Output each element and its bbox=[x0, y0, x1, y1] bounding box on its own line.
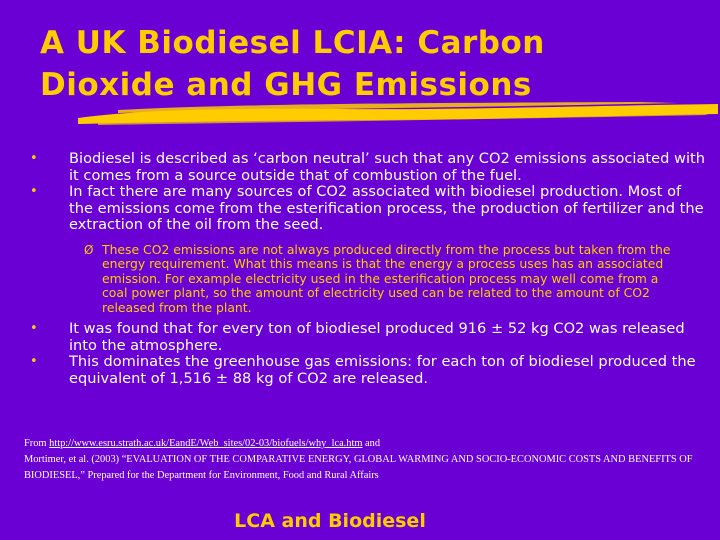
reference-suffix: and bbox=[362, 438, 381, 449]
slide-title-line-2: Dioxide and GHG Emissions bbox=[40, 67, 532, 103]
bullet-text: This dominates the greenhouse gas emissions: for each ton of biodiesel produced the equivalent of 1,516 ± 88 kg of CO2 are released. bbox=[69, 353, 696, 387]
bullet-item bbox=[28, 354, 708, 387]
arrow-bullet-icon: Ø bbox=[84, 242, 94, 257]
bullet-dot-icon: • bbox=[30, 321, 38, 336]
slide-footer: LCA and Biodiesel bbox=[234, 510, 426, 532]
bullet-text: It was found that for every ton of biodiesel produced 916 ± 52 kg CO2 was released into the atmosphere. bbox=[69, 320, 685, 354]
reference-citation bbox=[24, 436, 704, 484]
slide-title bbox=[40, 22, 700, 106]
bullet-dot-icon: • bbox=[30, 184, 38, 199]
slide-title-line-1: A UK Biodiesel LCIA: Carbon bbox=[40, 25, 545, 61]
bullet-item bbox=[28, 184, 708, 234]
bullet-item bbox=[28, 151, 708, 184]
bullet-text: In fact there are many sources of CO2 associated with biodiesel production. Most of the emissions come from the esterification process, the production of fertilizer and the extraction of the oil from the seed. bbox=[69, 183, 704, 233]
bullet-list bbox=[28, 151, 708, 387]
sub-bullet-text: These CO2 emissions are not always produced directly from the process but taken from the energy requirement. What this means is that the energy a process uses has an associated emission. For example electricity used in the esterification process may well come from a coal power plant, so the amount of electricity used can be related to the amount of CO2 released from the plant. bbox=[102, 241, 671, 315]
bullet-item bbox=[28, 321, 708, 354]
reference-text: Mortimer, et al. (2003) “EVALUATION OF THE COMPARATIVE ENERGY, GLOBAL WARMING AND SOCIO-ECONOMIC COSTS AND BENEFITS OF BIODIESEL,” Prepared for the Department for Environment, Food and Rural Affairs bbox=[24, 454, 693, 481]
bullet-text: Biodiesel is described as ‘carbon neutral’ such that any CO2 emissions associated with it comes from a source outside that of combustion of the fuel. bbox=[69, 150, 705, 184]
sub-bullet-item bbox=[84, 241, 672, 316]
bullet-dot-icon: • bbox=[30, 354, 38, 369]
brush-underline bbox=[78, 100, 718, 128]
reference-link[interactable]: http://www.esru.strath.ac.uk/EandE/Web_sites/02-03/biofuels/why_lca.htm bbox=[49, 438, 363, 449]
bullet-dot-icon: • bbox=[30, 151, 38, 166]
reference-prefix: From bbox=[24, 438, 50, 449]
